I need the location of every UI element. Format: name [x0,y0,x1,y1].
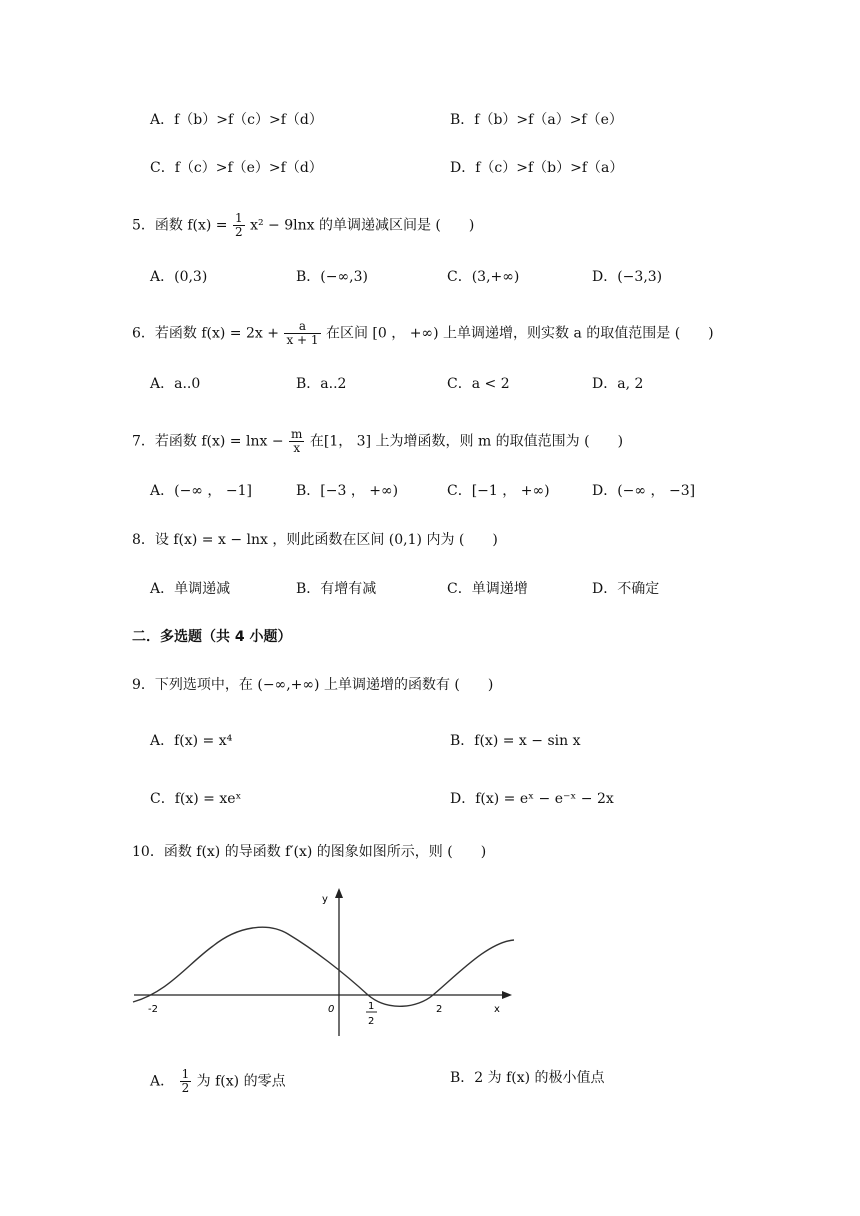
x-axis-label: x [494,1004,500,1015]
q7-fraction [289,428,304,455]
y-axis-arrow [335,888,343,898]
q5-frac-den: 2 [235,225,243,239]
q6-prefix: 6．若函数 f(x) = 2x + [132,325,279,342]
q6-option-a: A．a..0 [150,376,201,392]
q8-option-d: D．不确定 [592,581,660,597]
q5-stem [132,212,474,239]
q10-option-a-suffix: 为 f(x) 的零点 [196,1073,286,1090]
derivative-graph [128,884,528,1040]
tick-label-half-num: 1 [368,1001,375,1012]
q9-stem: 9．下列选项中，在 (−∞,+∞) 上单调递增的函数有 ( ) [132,677,494,693]
origin-label: 0 [328,1004,335,1015]
q4-option-b: B．f（b）>f（a）>f（e） [450,112,623,128]
q7-stem [132,428,623,455]
q5-suffix: x² − 9lnx 的单调递减区间是 ( ) [250,217,475,234]
q7-suffix: 在[1， 3] 上为增函数，则 m 的取值范围为 ( ) [309,433,624,450]
q5-fraction [233,212,245,239]
q4-option-a: A．f（b）>f（c）>f（d） [150,112,323,128]
q10-option-a-num: 1 [181,1067,190,1081]
x-axis-arrow [502,991,512,999]
q7-option-a: A．(−∞ ， −1] [150,483,252,499]
q8-stem: 8．设 f(x) = x − lnx ，则此函数在区间 (0,1) 内为 ( ) [132,532,498,548]
y-axis-label: y [322,894,328,905]
q9-option-c: C．f(x) = xeˣ [150,791,242,807]
q9-option-a: A．f(x) = x⁴ [150,733,233,749]
q6-option-c: C．a < 2 [447,376,510,392]
section-heading-multiple-choice: 二．多选题（共 4 小题） [132,629,292,645]
q6-suffix: 在区间 [0 ， +∞) 上单调递增，则实数 a 的取值范围是 ( ) [325,325,714,342]
q8-option-a: A．单调递减 [150,581,231,597]
q5-option-a: A．(0,3) [150,269,208,285]
q10-stem: 10．函数 f(x) 的导函数 f′(x) 的图象如图所示，则 ( ) [132,844,487,860]
q5-frac-num: 1 [235,211,243,225]
q7-frac-den: x [293,441,301,455]
q7-option-b: B．[−3 ， +∞) [296,483,399,499]
q7-option-d: D．(−∞ ， −3] [592,483,696,499]
q6-frac-num: a [284,320,320,334]
q5-option-b: B．(−∞,3) [296,269,368,285]
q10-option-b: B．2 为 f(x) 的极小值点 [450,1070,605,1086]
tick-label-half-den: 2 [368,1016,375,1027]
q6-frac-den: x + 1 [286,333,319,347]
q6-option-b: B．a..2 [296,376,347,392]
q6-stem [132,320,714,347]
q6-fraction [284,320,320,347]
q10-option-a-fraction [180,1068,192,1095]
q5-option-c: C．(3,+∞) [447,269,520,285]
q7-prefix: 7．若函数 f(x) = lnx − [132,433,284,450]
q4-option-d: D．f（c）>f（b）>f（a） [450,160,624,176]
q7-frac-num: m [291,427,303,441]
q10-option-a-den: 2 [181,1081,190,1095]
q9-option-d: D．f(x) = eˣ − e⁻ˣ − 2x [450,791,614,807]
tick-label-neg2: -2 [148,1004,158,1015]
q4-option-c: C．f（c）>f（e）>f（d） [150,160,323,176]
q10-option-a [150,1068,286,1095]
tick-label-2: 2 [436,1004,443,1015]
q8-option-c: C．单调递增 [447,581,528,597]
q10-option-a-prefix: A． [150,1073,175,1090]
q7-option-c: C．[−1 ， +∞) [447,483,550,499]
q8-option-b: B．有增有减 [296,581,377,597]
q6-option-d: D．a, 2 [592,376,644,392]
q9-option-b: B．f(x) = x − sin x [450,733,581,749]
q5-option-d: D．(−3,3) [592,269,663,285]
q5-prefix: 5．函数 f(x) = [132,217,228,234]
